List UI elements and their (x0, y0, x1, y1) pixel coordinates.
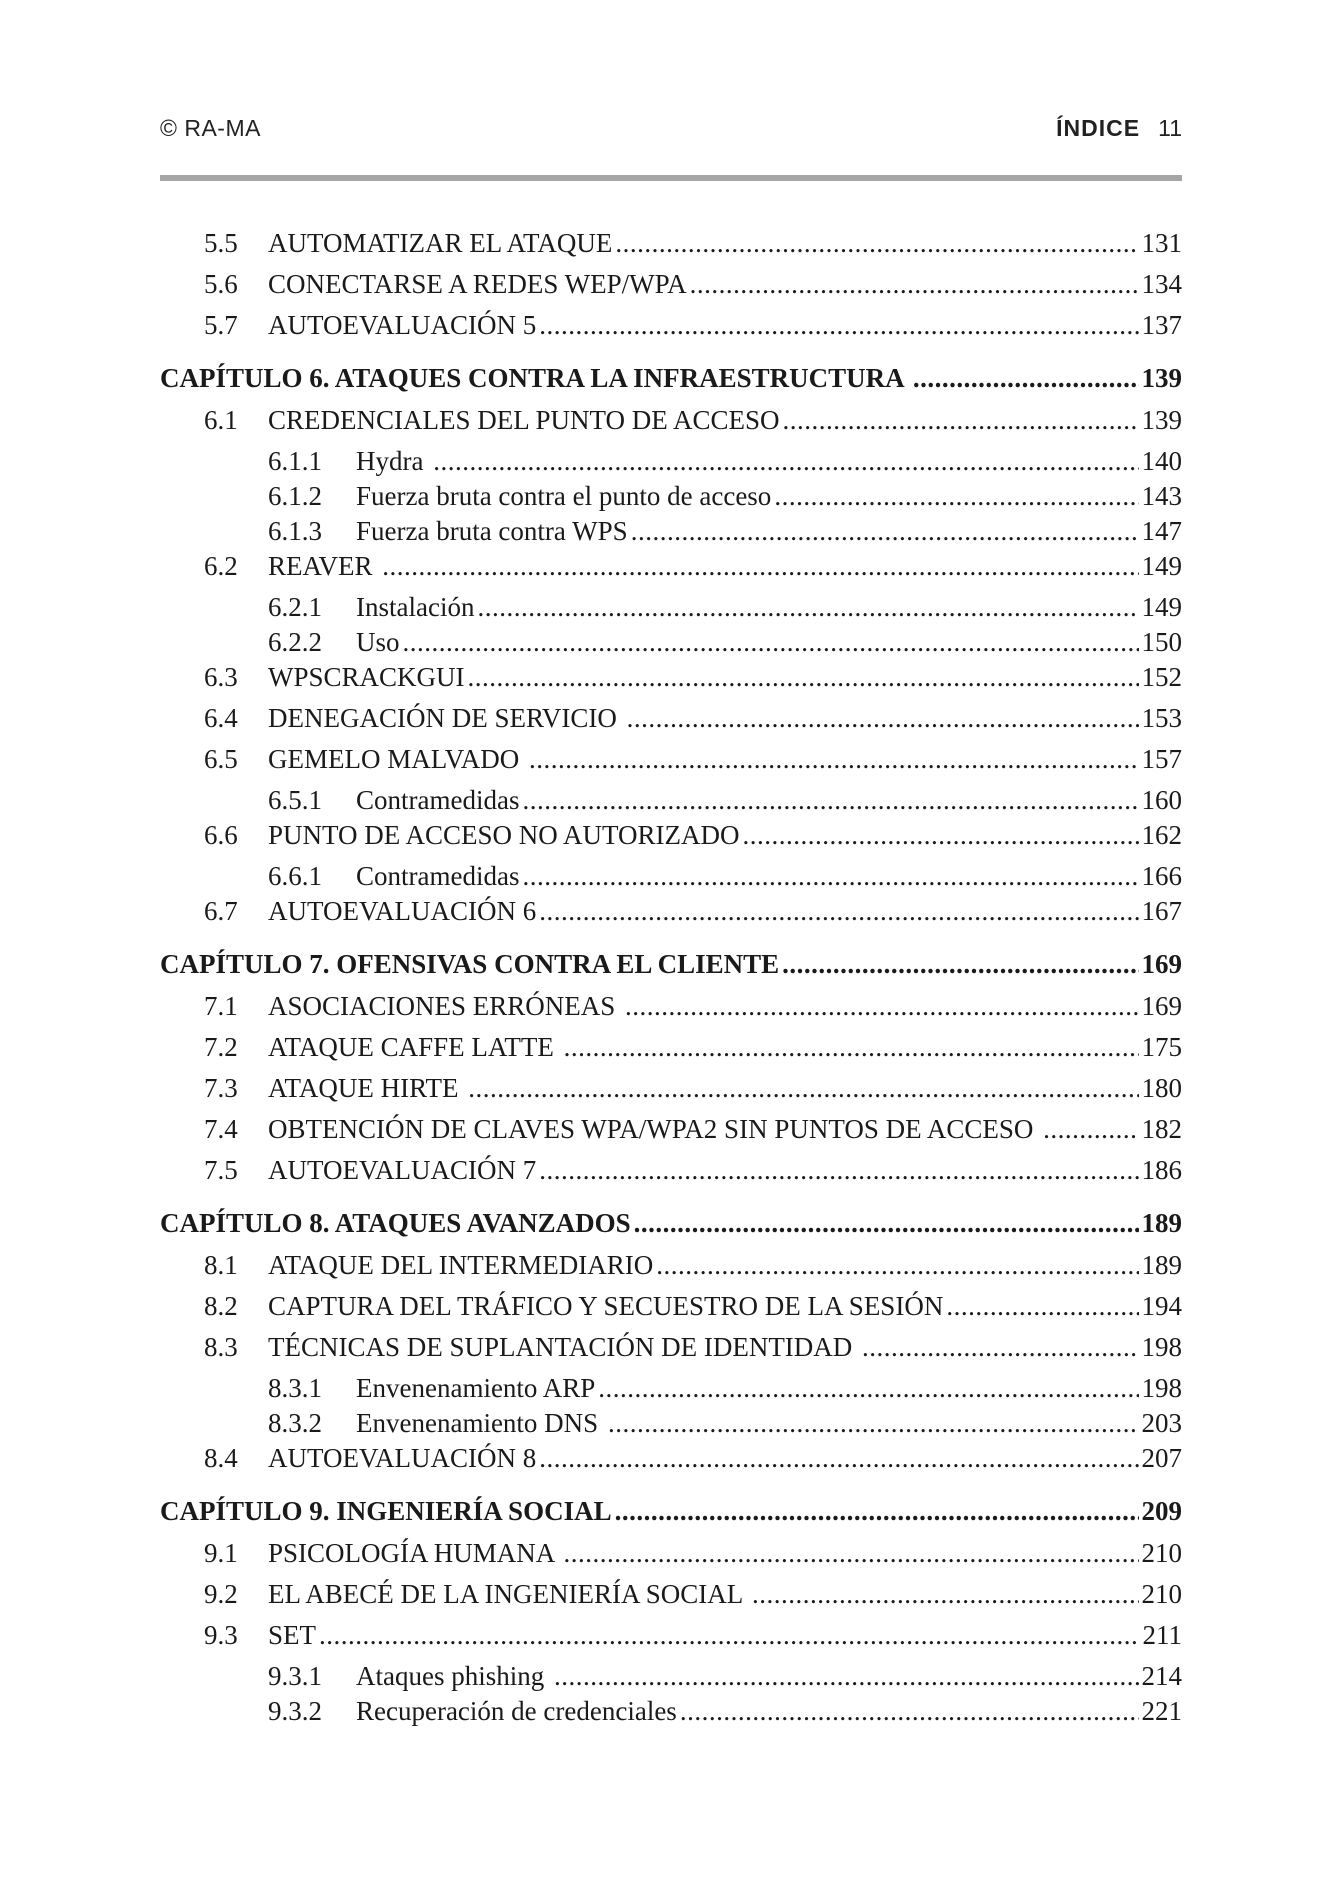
toc-entry-section (160, 1291, 1182, 1332)
toc-entry-page: 194 (1141, 1291, 1182, 1321)
toc-entry-section (160, 405, 1182, 446)
toc-entry-subsection (160, 516, 1182, 551)
toc-entry-title: Hydra (356, 446, 431, 476)
toc-entry-number: 7.1 (204, 991, 238, 1021)
toc-entry-page: 149 (1141, 592, 1182, 622)
toc-entry-number: 6.1.1 (268, 446, 322, 476)
dot-leader (1043, 1114, 1138, 1145)
toc-entry-number: 9.3.1 (268, 1661, 322, 1691)
toc-entry-number: 5.6 (204, 269, 238, 299)
dot-leader (913, 363, 1139, 394)
toc-entry-number: 6.1 (204, 405, 238, 435)
dot-leader (752, 1579, 1139, 1610)
toc-entry-subsection (160, 446, 1182, 481)
dot-leader (539, 1155, 1138, 1186)
toc-entry-section (160, 1332, 1182, 1373)
toc-entry-title: PSICOLOGÍA HUMANA (268, 1538, 561, 1568)
dot-leader (608, 1408, 1139, 1439)
toc-entry-section (160, 1155, 1182, 1196)
toc-entry-page: 169 (1141, 991, 1182, 1021)
dot-leader (539, 310, 1138, 341)
toc-entry-page: 166 (1141, 861, 1182, 891)
toc-entry-title: CAPTURA DEL TRÁFICO Y SECUESTRO DE LA SESIÓN (268, 1291, 944, 1321)
toc-entry-page: 140 (1141, 446, 1182, 476)
toc-entry-title: TÉCNICAS DE SUPLANTACIÓN DE IDENTIDAD (268, 1332, 860, 1362)
toc-entry-subsection (160, 592, 1182, 627)
dot-leader (690, 269, 1139, 300)
dot-leader (382, 551, 1138, 582)
toc-entry-title: AUTOEVALUACIÓN 6 (268, 896, 537, 926)
toc-entry-section (160, 1443, 1182, 1484)
toc-entry-section (160, 703, 1182, 744)
toc-entry-number: 7.2 (204, 1032, 238, 1062)
toc-entry-chapter (160, 949, 1182, 983)
toc-entry-title: AUTOEVALUACIÓN 5 (268, 310, 537, 340)
toc-entry-page: 210 (1141, 1579, 1182, 1609)
toc-entry-subsection (160, 1373, 1182, 1408)
toc-entry-number: 6.6.1 (268, 861, 322, 891)
toc-entry-title: Fuerza bruta contra WPS (356, 516, 628, 546)
dot-leader (539, 1443, 1138, 1474)
toc-entry-subsection (160, 861, 1182, 896)
toc-entry-title: CAPÍTULO 6. ATAQUES CONTRA LA INFRAESTRUCTURA (160, 363, 910, 393)
toc-entry-title: AUTOEVALUACIÓN 8 (268, 1443, 537, 1473)
toc-entry-title: DENEGACIÓN DE SERVICIO (268, 703, 624, 733)
toc-entry-number: 7.3 (204, 1073, 238, 1103)
table-of-contents (160, 228, 1182, 1731)
dot-leader (403, 627, 1139, 658)
toc-entry-section (160, 991, 1182, 1032)
dot-leader (468, 662, 1139, 693)
toc-entry-page: 139 (1141, 405, 1182, 435)
toc-entry-title: OBTENCIÓN DE CLAVES WPA/WPA2 SIN PUNTOS DE ACCESO (268, 1114, 1041, 1144)
toc-entry-chapter (160, 363, 1182, 397)
toc-entry-section (160, 820, 1182, 861)
dot-leader (782, 949, 1138, 980)
toc-entry-number: 8.3.1 (268, 1373, 322, 1403)
toc-entry-page: 143 (1141, 481, 1182, 511)
toc-entry-page: 189 (1141, 1208, 1182, 1238)
toc-entry-title: GEMELO MALVADO (268, 744, 527, 774)
toc-entry-section (160, 1032, 1182, 1073)
toc-entry-page: 211 (1142, 1620, 1182, 1650)
dot-leader (625, 991, 1138, 1022)
toc-entry-title: Envenenamiento ARP (356, 1373, 596, 1403)
toc-entry-number: 6.1.3 (268, 516, 322, 546)
toc-entry-section (160, 744, 1182, 785)
toc-entry-section (160, 1538, 1182, 1579)
toc-entry-section (160, 1073, 1182, 1114)
dot-leader (774, 481, 1138, 512)
toc-entry-title: ASOCIACIONES ERRÓNEAS (268, 991, 623, 1021)
dot-leader (656, 1250, 1138, 1281)
toc-entry-page: 221 (1141, 1696, 1182, 1726)
toc-entry-title: CAPÍTULO 8. ATAQUES AVANZADOS (160, 1208, 631, 1238)
toc-entry-page: 207 (1141, 1443, 1182, 1473)
toc-entry-section (160, 1250, 1182, 1291)
toc-entry-subsection (160, 1408, 1182, 1443)
toc-entry-title: Contramedidas (356, 861, 520, 891)
toc-entry-title: Instalación (356, 592, 475, 622)
toc-entry-number: 6.1.2 (268, 481, 322, 511)
running-header (160, 115, 1182, 149)
toc-entry-page: 198 (1141, 1332, 1182, 1362)
toc-entry-subsection (160, 1661, 1182, 1696)
toc-entry-page: 131 (1141, 228, 1182, 258)
toc-entry-title: REAVER (268, 551, 380, 581)
toc-entry-subsection (160, 481, 1182, 516)
toc-entry-section (160, 310, 1182, 351)
toc-entry-number: 7.5 (204, 1155, 238, 1185)
dot-leader (522, 785, 1138, 816)
dot-leader (615, 1496, 1139, 1527)
toc-entry-page: 153 (1141, 703, 1182, 733)
dot-leader (319, 1620, 1139, 1651)
dot-leader (522, 861, 1138, 892)
page-number: 11 (1158, 115, 1182, 141)
toc-entry-number: 9.3 (204, 1620, 238, 1650)
header-rule (160, 175, 1182, 181)
dot-leader (615, 228, 1138, 259)
toc-entry-page: 137 (1141, 310, 1182, 340)
toc-entry-page: 162 (1141, 820, 1182, 850)
toc-entry-page: 186 (1141, 1155, 1182, 1185)
dot-leader (598, 1373, 1138, 1404)
toc-entry-page: 198 (1141, 1373, 1182, 1403)
toc-entry-number: 6.3 (204, 662, 238, 692)
copyright-label: © RA-MA (160, 115, 261, 141)
dot-leader (564, 1032, 1139, 1063)
dot-leader (743, 820, 1139, 851)
toc-entry-page: 189 (1141, 1250, 1182, 1280)
toc-entry-page: 167 (1141, 896, 1182, 926)
toc-entry-title: PUNTO DE ACCESO NO AUTORIZADO (268, 820, 740, 850)
toc-entry-title: ATAQUE DEL INTERMEDIARIO (268, 1250, 654, 1280)
toc-entry-number: 9.3.2 (268, 1696, 322, 1726)
dot-leader (468, 1073, 1138, 1104)
toc-entry-section (160, 269, 1182, 310)
toc-entry-page: 149 (1141, 551, 1182, 581)
dot-leader (564, 1538, 1139, 1569)
dot-leader (539, 896, 1138, 927)
toc-entry-section (160, 1114, 1182, 1155)
toc-entry-page: 182 (1141, 1114, 1182, 1144)
toc-entry-subsection (160, 1696, 1182, 1731)
header-right (1056, 115, 1182, 142)
toc-entry-number: 6.5 (204, 744, 238, 774)
toc-entry-title: Fuerza bruta contra el punto de acceso (356, 481, 772, 511)
toc-entry-section (160, 1620, 1182, 1661)
toc-entry-chapter (160, 1208, 1182, 1242)
dot-leader (477, 592, 1138, 623)
toc-entry-title: CONECTARSE A REDES WEP/WPA (268, 269, 687, 299)
toc-entry-title: EL ABECÉ DE LA INGENIERÍA SOCIAL (268, 1579, 749, 1609)
toc-entry-page: 180 (1141, 1073, 1182, 1103)
dot-leader (862, 1332, 1138, 1363)
toc-entry-title: Recuperación de credenciales (356, 1696, 677, 1726)
toc-entry-number: 6.5.1 (268, 785, 322, 815)
toc-entry-number: 8.3 (204, 1332, 238, 1362)
toc-entry-title: CREDENCIALES DEL PUNTO DE ACCESO (268, 405, 780, 435)
toc-entry-page: 210 (1141, 1538, 1182, 1568)
toc-entry-section (160, 1579, 1182, 1620)
toc-entry-number: 5.7 (204, 310, 238, 340)
toc-entry-page: 150 (1141, 627, 1182, 657)
toc-entry-title: AUTOEVALUACIÓN 7 (268, 1155, 537, 1185)
toc-entry-title: Ataques phishing (356, 1661, 551, 1691)
toc-entry-number: 6.7 (204, 896, 238, 926)
dot-leader (554, 1661, 1139, 1692)
dot-leader (631, 516, 1139, 547)
toc-entry-title: SET (268, 1620, 317, 1650)
toc-entry-page: 157 (1141, 744, 1182, 774)
toc-entry-number: 8.1 (204, 1250, 238, 1280)
toc-entry-page: 169 (1141, 949, 1182, 979)
toc-entry-number: 6.2.1 (268, 592, 322, 622)
toc-entry-section (160, 228, 1182, 269)
toc-entry-number: 8.4 (204, 1443, 238, 1473)
section-title: ÍNDICE (1056, 115, 1141, 141)
toc-entry-chapter (160, 1496, 1182, 1530)
toc-entry-number: 7.4 (204, 1114, 238, 1144)
toc-entry-title: ATAQUE CAFFE LATTE (268, 1032, 561, 1062)
toc-entry-section (160, 551, 1182, 592)
toc-entry-section (160, 662, 1182, 703)
toc-entry-number: 9.2 (204, 1579, 238, 1609)
toc-entry-number: 8.3.2 (268, 1408, 322, 1438)
toc-entry-page: 209 (1141, 1496, 1182, 1526)
toc-entry-page: 147 (1141, 516, 1182, 546)
toc-entry-title: Uso (356, 627, 400, 657)
dot-leader (433, 446, 1138, 477)
toc-entry-number: 6.2.2 (268, 627, 322, 657)
toc-entry-section (160, 896, 1182, 937)
dot-leader (529, 744, 1138, 775)
toc-entry-page: 203 (1141, 1408, 1182, 1438)
dot-leader (946, 1291, 1138, 1322)
toc-entry-number: 9.1 (204, 1538, 238, 1568)
toc-entry-title: Contramedidas (356, 785, 520, 815)
toc-entry-title: ATAQUE HIRTE (268, 1073, 466, 1103)
toc-entry-number: 6.2 (204, 551, 238, 581)
toc-entry-title: WPSCRACKGUI (268, 662, 465, 692)
toc-entry-page: 175 (1141, 1032, 1182, 1062)
toc-entry-subsection (160, 785, 1182, 820)
dot-leader (627, 703, 1139, 734)
toc-entry-number: 6.6 (204, 820, 238, 850)
toc-entry-page: 214 (1141, 1661, 1182, 1691)
toc-entry-number: 5.5 (204, 228, 238, 258)
dot-leader (634, 1208, 1139, 1239)
toc-entry-number: 6.4 (204, 703, 238, 733)
toc-entry-title: CAPÍTULO 7. OFENSIVAS CONTRA EL CLIENTE (160, 949, 780, 979)
toc-entry-page: 160 (1141, 785, 1182, 815)
toc-entry-subsection (160, 627, 1182, 662)
toc-entry-title: Envenenamiento DNS (356, 1408, 605, 1438)
toc-entry-number: 8.2 (204, 1291, 238, 1321)
toc-entry-title: CAPÍTULO 9. INGENIERÍA SOCIAL (160, 1496, 612, 1526)
dot-leader (783, 405, 1139, 436)
toc-entry-page: 139 (1141, 363, 1182, 393)
dot-leader (680, 1696, 1139, 1727)
toc-entry-page: 134 (1141, 269, 1182, 299)
toc-entry-title: AUTOMATIZAR EL ATAQUE (268, 228, 613, 258)
toc-entry-page: 152 (1141, 662, 1182, 692)
